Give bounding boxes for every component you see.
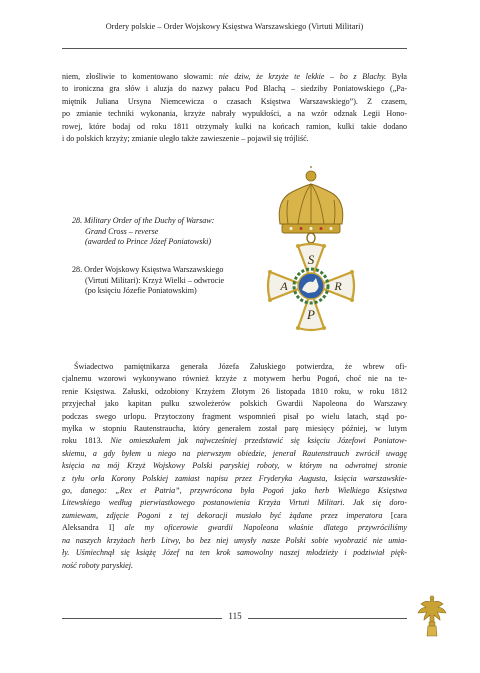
text-span: roku 1813. <box>62 436 111 446</box>
medal-letter-right: R <box>334 279 342 293</box>
text-line: przyjechał jako kapitan pułku szwoleżerów polskich Gwardii Napoleona do Warszawy <box>62 399 407 409</box>
page-number: 115 <box>228 611 242 621</box>
quote-line: z tyłu orła Korony Polskiej zamiast napisu przez Fryderyka Augusta, księcia warszawskie- <box>62 473 407 483</box>
text-span: niem, złośliwie to komentowano słowami: <box>62 72 219 81</box>
text-line: podczas swego urlopu. Przytoczony fragment wspomnień pisał po wielu latach, stąd po- <box>62 411 407 421</box>
text-line: po zmianie techniki wykonania, krzyże nabrały wypukłości, a na wzór odznak Legii Hono- <box>62 109 407 119</box>
text-line <box>62 435 407 447</box>
paragraph-top <box>62 71 407 145</box>
medal-image <box>258 166 364 356</box>
text-line: Świadectwo pamiętnikarza generała Józefa Załuskiego potwierdza, że wbrew ofi- <box>74 362 407 371</box>
quote-span: nie dziw, że krzyże te lekkie – bo z Blachy. <box>218 72 387 81</box>
caption-line: Grand Cross – reverse <box>85 226 159 236</box>
text-line: renie Księstwa. Załuski, odzobiony Krzyżem Złotym 26 listopada 1810 roku, w roku 1812 <box>62 386 407 396</box>
caption-line: 28. Order Wojskowy Księstwa Warszawskiego <box>72 265 224 274</box>
text-line: i do polskich krzyży; zmianie uległo także zawieszenie – pojawił się trójliść. <box>62 134 309 144</box>
text-line <box>62 522 407 534</box>
footer-rule-left <box>62 618 222 619</box>
header-rule <box>62 48 407 49</box>
caption-polish <box>72 265 272 297</box>
quote-line: ły. Uśmiechnął się książę Józef na ten krok samowolny naszej młodzieży i podziwiał pięk- <box>62 548 407 558</box>
crown-icon <box>279 166 343 233</box>
quote-line: go, danego: „Rex et Patria”, przywrócona była Pogoń jako herb Wielkiego Księstwa <box>62 486 407 496</box>
quote-line: Litewskiego według pierwiastkowego postanowienia Krzyża Virtuti Militari. Jak się doro- <box>62 498 407 508</box>
cross-icon <box>268 244 354 330</box>
caption-line: 28. Military Order of the Duchy of Warsaw: <box>72 216 215 225</box>
quote-span: zumiewam, zdjęcie Pogoni z tej dekoracji musiało być żądane przez imperatora <box>62 510 383 520</box>
quote-line: na naszych krzyżach herb Litwy, bo bez niej umysły nasze Polski sobie wyobrazić nie umia- <box>62 535 407 545</box>
medal-letter-left: A <box>280 279 288 293</box>
quote-line: księcia na mój Krzyż Wojskowy Polski paryskiej roboty, w którym na odwrotnej stronie <box>62 461 407 471</box>
caption-line: (awarded to Prince Józef Poniatowski) <box>85 237 212 247</box>
quote-span: Nie omieszkałem jak najwcześniej przedstawić się księciu Józefowi Poniatow- <box>110 436 407 446</box>
text-line <box>62 71 407 83</box>
quote-span: ale my oficerowie gwardii Napoleona właśnie dlatego przywróciliśmy <box>114 523 408 533</box>
text-line <box>62 510 407 522</box>
text-span: Była <box>386 72 407 81</box>
footer-rule-right <box>248 618 407 619</box>
text-line: cjalnemu wzorowi wykonywano również krzyże z motywem herbu Pogoń, choć nie na te- <box>62 374 407 384</box>
text-line: myłka w stopniu Rautenstraucha, który generałem został parę miesięcy później, w lutym <box>62 424 407 434</box>
text-line: miętnik Juliana Ursyna Niemcewicza o czasach Księstwa Warszawskiego”). Z czasem, <box>62 96 407 106</box>
text-line: rowej, które bodaj od roku 1811 otrzymały kulki na końcach ramion, kulki takie dodano <box>62 121 407 131</box>
running-header: Ordery polskie – Order Wojskowy Księstwa Warszawskiego (Virtuti Militari) <box>105 22 364 31</box>
medal-letter-bottom: P <box>307 307 315 322</box>
text-span: Aleksandra I] <box>62 523 115 533</box>
caption-english <box>72 216 272 248</box>
text-span: [cara <box>382 510 407 520</box>
eagle-emblem-icon <box>417 592 447 640</box>
quote-line: ność roboty paryskiej. <box>62 560 133 570</box>
paragraph-main <box>62 361 407 572</box>
medal-letter-top: S <box>307 252 315 267</box>
caption-line: (Virtuti Militari): Krzyż Wielki – odwrocie <box>85 275 225 285</box>
quote-line: skiemu, a gdy byłem u niego na pierwszym obiedzie, jenerał Rautenstrauch zwrócił uwagę <box>62 448 407 458</box>
caption-line: (po księciu Józefie Poniatowskim) <box>85 286 197 296</box>
text-line: to ironiczna gra słów i aluzja do nazwy pałacu Pod Blachą – siedziby Poniatowskiego („Pa- <box>62 84 407 94</box>
